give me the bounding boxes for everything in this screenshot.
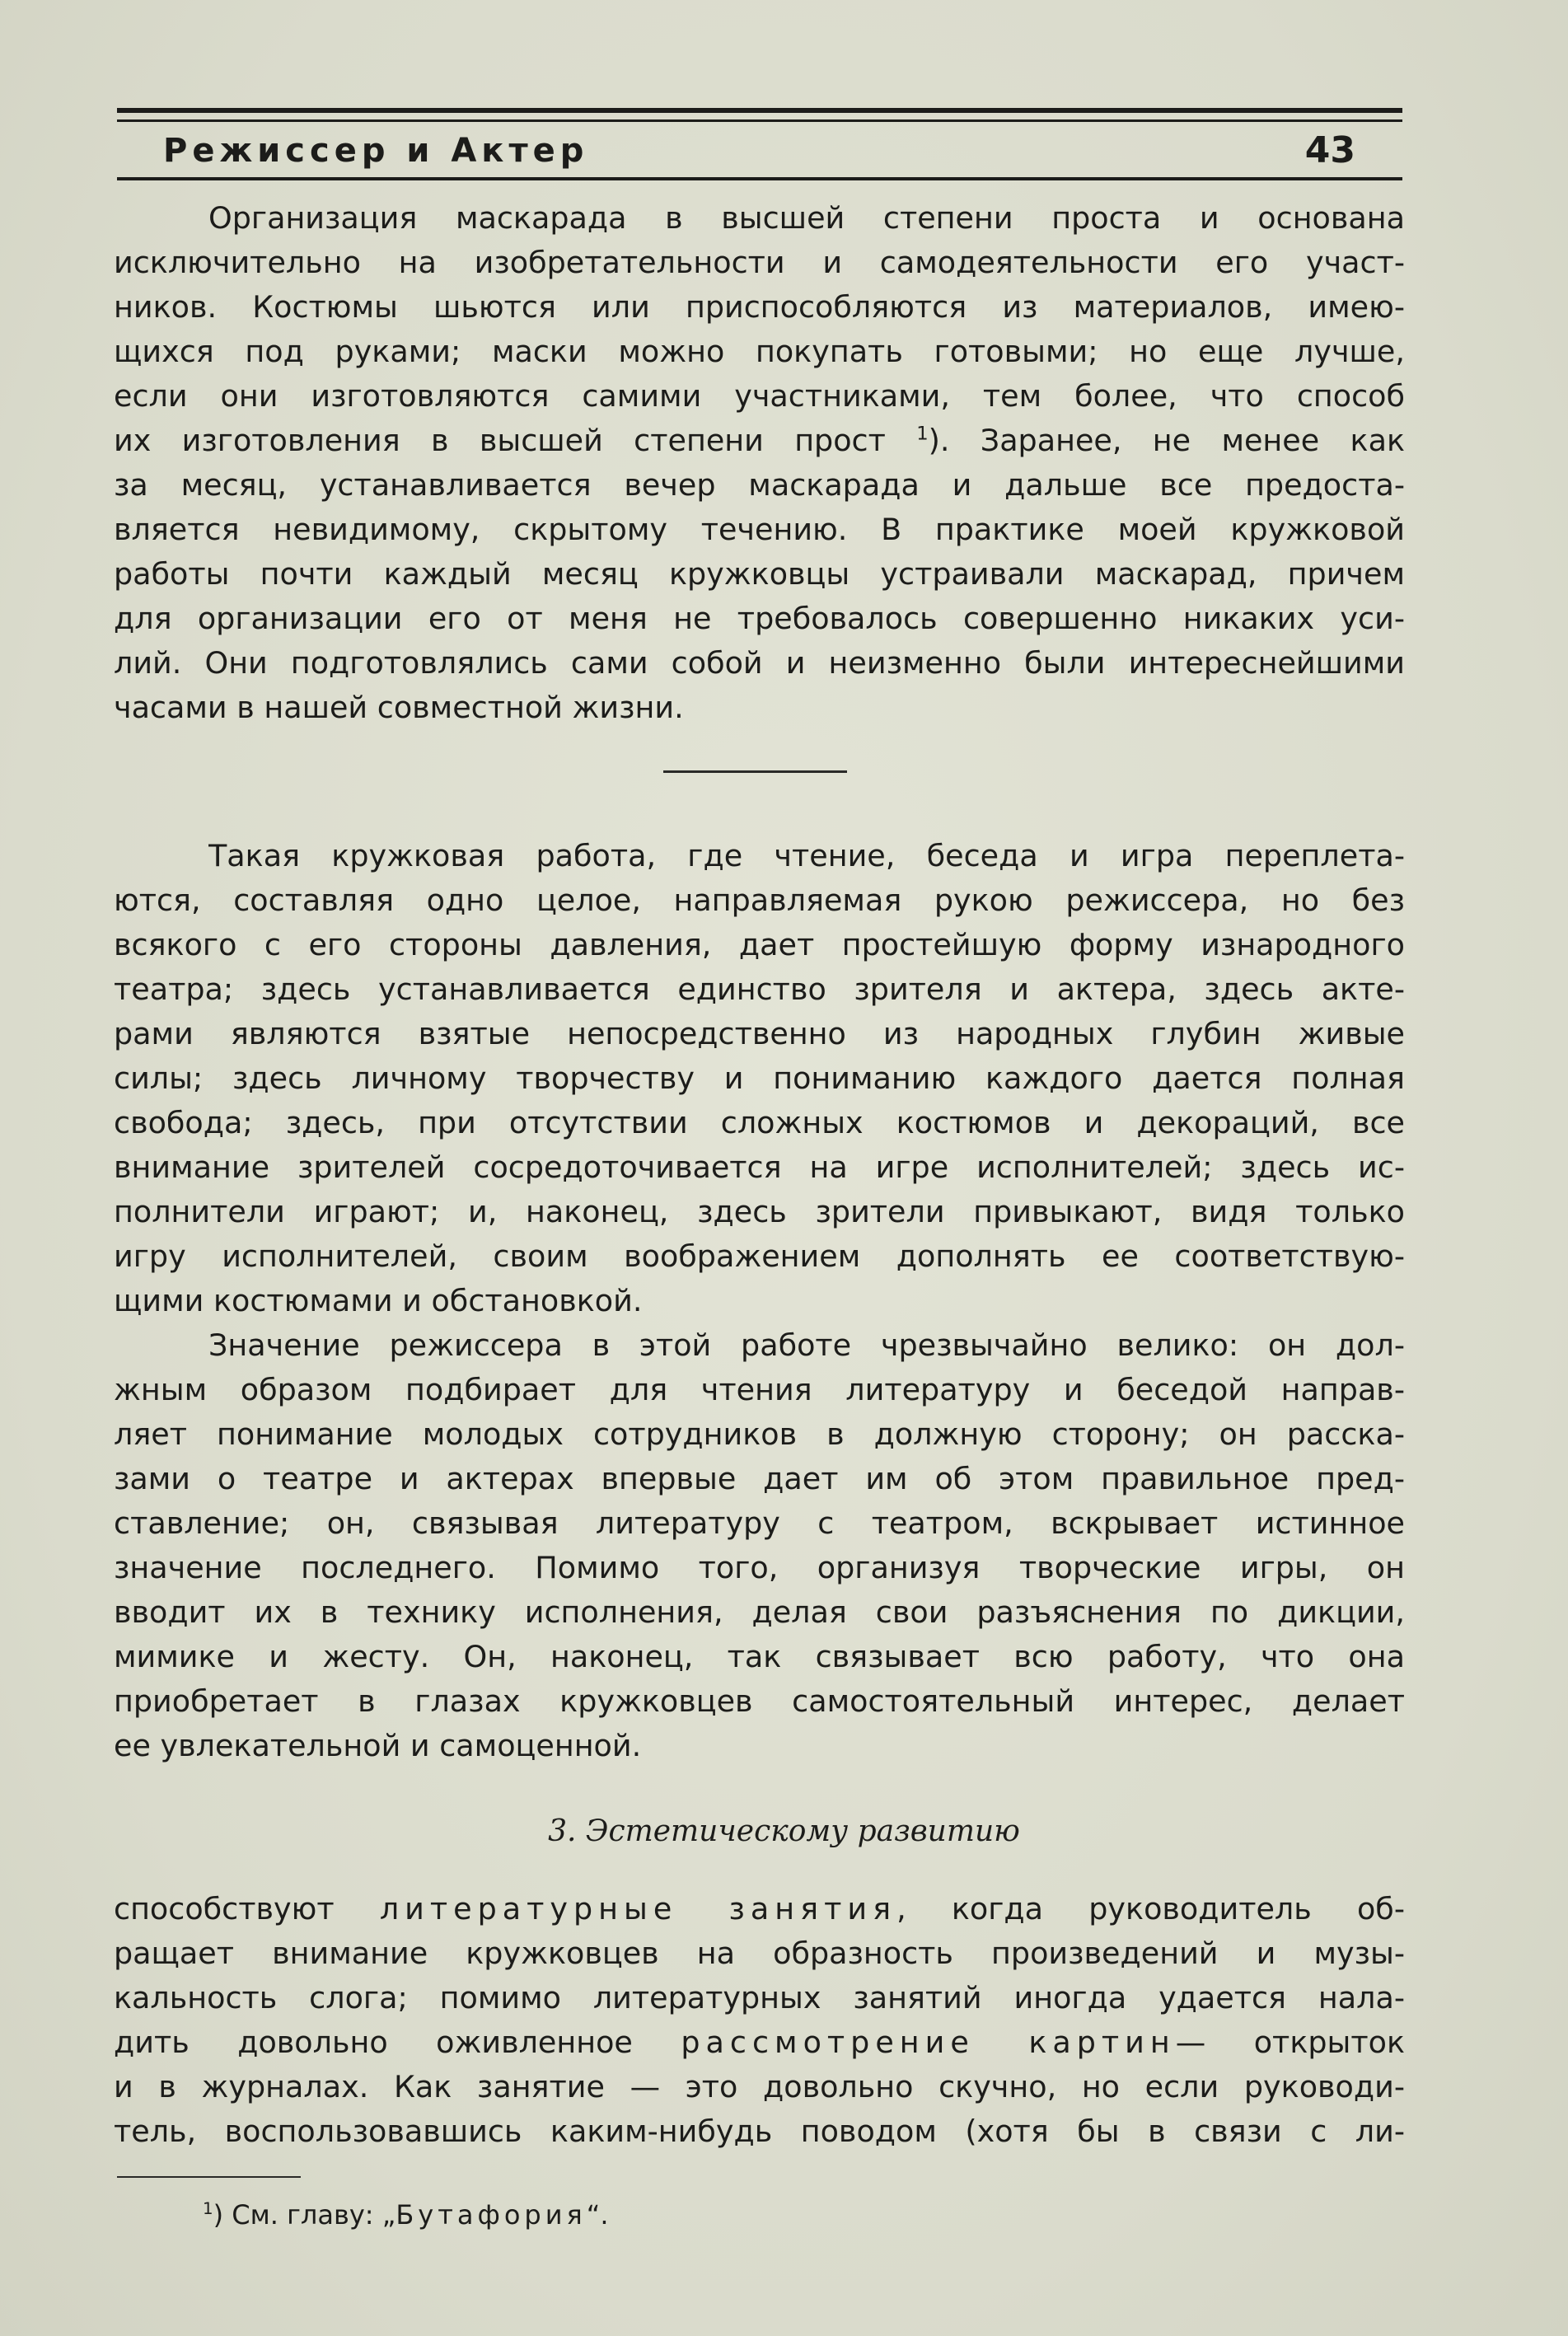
text-line: тель, воспользовавшись каким-нибудь поводом (хотя бы в связи с ли-: [114, 2114, 1405, 2149]
footnote-marker: 1: [203, 2199, 213, 2219]
text-line: приобретает в глазах кружковцев самостоятельный интерес, делает: [114, 1683, 1405, 1719]
text-line: ставление; он, связывая литературу с театром, вскрывает истинное: [114, 1505, 1405, 1541]
text-line: мимике и жесту. Он, наконец, так связывает всю работу, что она: [114, 1639, 1405, 1674]
emphasized-spaced-text: литературные занятия: [379, 1891, 897, 1926]
text-line: игру исполнителей, своим воображением дополнять ее соответствую-: [114, 1238, 1405, 1274]
text-line: вляется невидимому, скрытому течению. В практике моей кружковой: [114, 512, 1405, 547]
text-line: жным образом подбирает для чтения литературу и беседой направ-: [114, 1372, 1405, 1407]
text-line: за месяц, устанавливается вечер маскарада и дальше все предоста-: [114, 467, 1405, 503]
text-line: если они изготовляются самими участниками, тем более, что способ: [114, 378, 1405, 414]
text-line: Такая кружковая работа, где чтение, беседа и игра переплета-: [208, 838, 1405, 873]
footnote-emphasized-text: Бутафория: [396, 2199, 587, 2231]
text-line: ляет понимание молодых сотрудников в должную сторону; он расска-: [114, 1416, 1405, 1452]
header-rule-bottom: [117, 177, 1402, 180]
text-line: вводит их в технику исполнения, делая свои разъяснения по дикции,: [114, 1594, 1405, 1630]
text-line: [114, 2020, 1405, 2065]
footnote-reference: 1: [916, 423, 929, 445]
section-heading: 3. Эстетическому развитию: [548, 1814, 1020, 1848]
text-line: [114, 1887, 1405, 1931]
text-line: свобода; здесь, при отсутствии сложных костюмов и декораций, все: [114, 1105, 1405, 1140]
footnote: [203, 2193, 609, 2236]
section-separator: [663, 770, 847, 773]
footnote-text: “.: [586, 2199, 609, 2231]
text-line: полнители играют; и, наконец, здесь зрители привыкают, видя только: [114, 1194, 1405, 1229]
text-line: и в журналах. Как занятие — это довольно скучно, но если руководи-: [114, 2069, 1405, 2104]
text-segment: способствуют: [114, 1891, 335, 1926]
text-segment: дить довольно оживленное: [114, 2025, 633, 2060]
emphasized-spaced-text: рассмотрение картин: [681, 2025, 1176, 2060]
footnote-rule: [117, 2176, 301, 2178]
text-line: для организации его от меня не требовалось совершенно никаких уси-: [114, 601, 1405, 636]
text-line: ников. Костюмы шьются или приспособляются из материалов, имею-: [114, 289, 1405, 325]
text-line: значение последнего. Помимо того, организуя творческие игры, он: [114, 1550, 1405, 1585]
text-line: лий. Они подготовлялись сами собой и неизменно были интереснейшими: [114, 645, 1405, 681]
text-line: силы; здесь личному творчеству и пониманию каждого дается полная: [114, 1060, 1405, 1096]
text-segment: их изготовления в высшей степени прост: [114, 423, 886, 458]
footnote-text: ) См. главу: „: [213, 2199, 396, 2231]
page-number: 43: [1304, 129, 1355, 171]
text-line: ращает внимание кружковцев на образность произведений и музы-: [114, 1936, 1405, 1971]
text-line: щихся под руками; маски можно покупать готовыми; но еще лучше,: [114, 334, 1405, 369]
text-line: щими костюмами и обстановкой.: [114, 1283, 643, 1318]
text-segment: , когда руководитель об-: [896, 1891, 1405, 1926]
text-line: всякого с его стороны давления, дает простейшую форму изнародного: [114, 927, 1405, 962]
text-line: кальность слога; помимо литературных занятий иногда удается нала-: [114, 1980, 1405, 2015]
text-line: часами в нашей совместной жизни.: [114, 690, 684, 725]
text-line: Организация маскарада в высшей степени проста и основана: [208, 200, 1405, 236]
text-line-with-footnote-ref: [114, 419, 1405, 463]
header-rule-top: [117, 108, 1402, 113]
text-line: исключительно на изобретательности и самодеятельности его участ-: [114, 245, 1405, 280]
text-line: работы почти каждый месяц кружковцы устраивали маскарад, причем: [114, 556, 1405, 592]
text-segment: — открыток: [1175, 2025, 1405, 2060]
text-line: ются, составляя одно целое, направляемая рукою режиссера, но без: [114, 882, 1405, 918]
text-line: внимание зрителей сосредоточивается на игре исполнителей; здесь ис-: [114, 1149, 1405, 1185]
text-line: ее увлекательной и самоценной.: [114, 1728, 642, 1763]
running-title: Режиссер и Актер: [163, 132, 589, 170]
text-line: Значение режиссера в этой работе чрезвычайно велико: он дол-: [208, 1327, 1405, 1363]
text-line: рами являются взятые непосредственно из народных глубин живые: [114, 1016, 1405, 1051]
text-line: зами о театре и актерах впервые дает им об этом правильное пред-: [114, 1461, 1405, 1496]
text-line: театра; здесь устанавливается единство зрителя и актера, здесь акте-: [114, 971, 1405, 1007]
text-segment: ). Заранее, не менее как: [928, 423, 1405, 458]
header-rule-top-thin: [117, 119, 1402, 122]
